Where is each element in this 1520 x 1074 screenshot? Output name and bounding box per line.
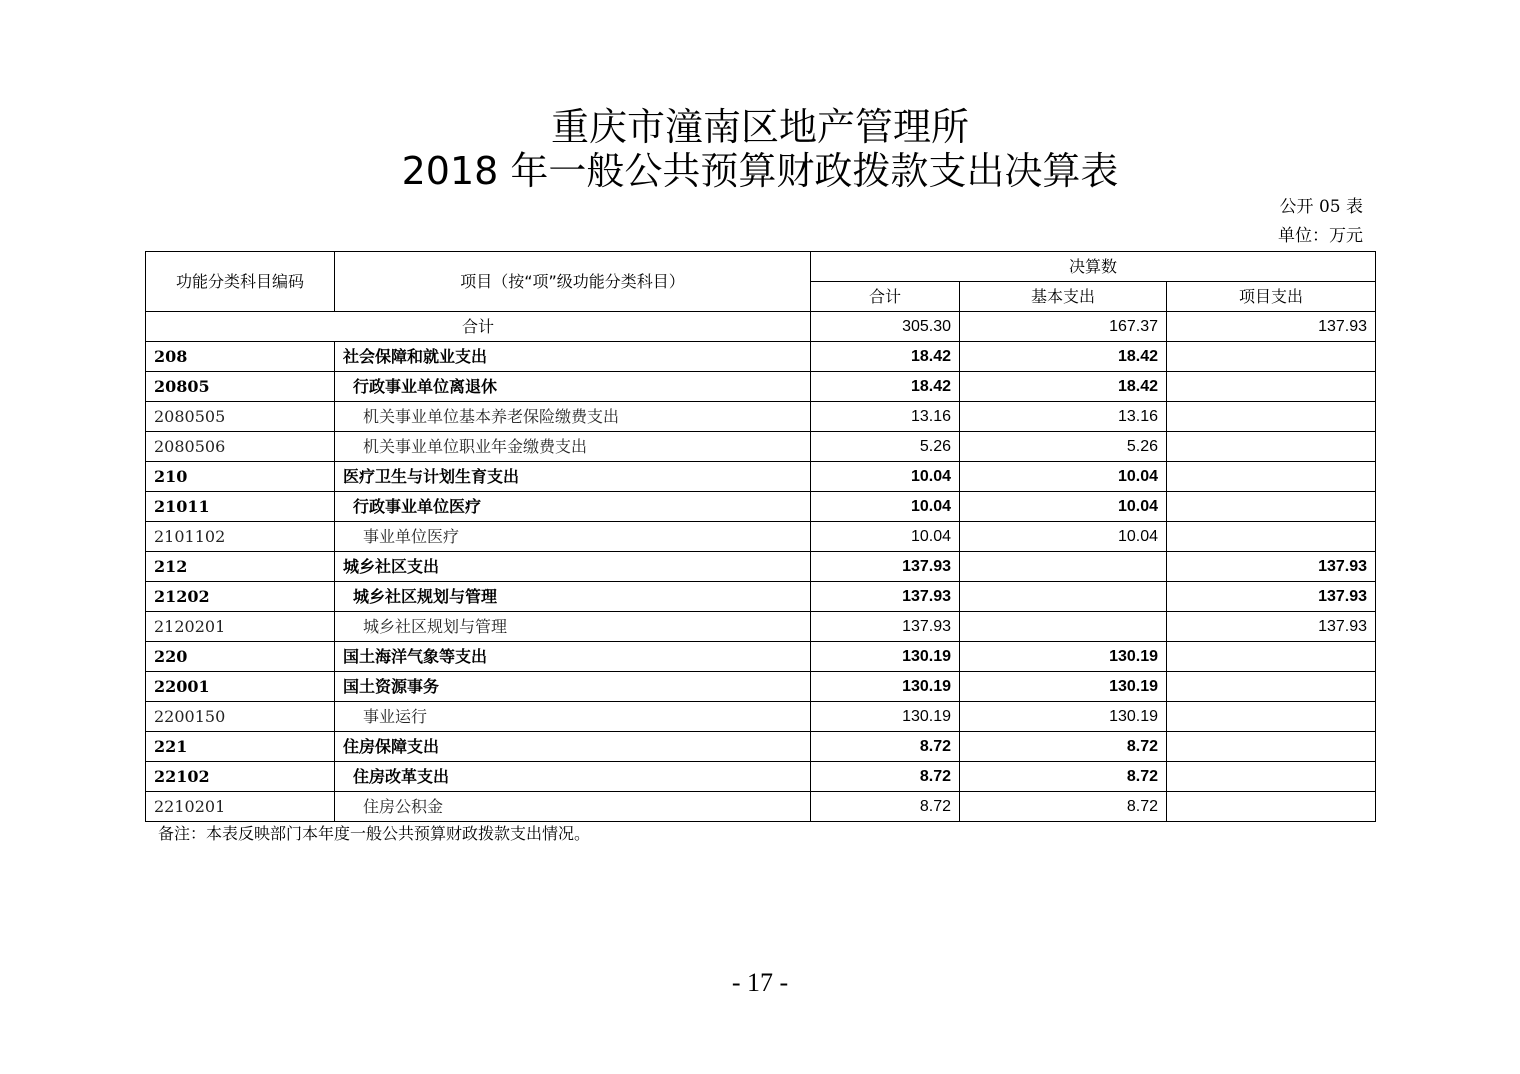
header-name: 项目（按“项”级功能分类科目） bbox=[335, 252, 811, 312]
row-code: 2200150 bbox=[146, 702, 335, 732]
table-row bbox=[146, 342, 1376, 372]
row-project bbox=[1167, 762, 1376, 792]
row-name: 行政事业单位医疗 bbox=[335, 492, 811, 522]
row-project: 137.93 bbox=[1167, 612, 1376, 642]
row-name: 住房公积金 bbox=[335, 792, 811, 822]
row-basic: 5.26 bbox=[960, 432, 1167, 462]
row-total: 137.93 bbox=[811, 582, 960, 612]
row-basic: 130.19 bbox=[960, 702, 1167, 732]
table-row bbox=[146, 702, 1376, 732]
row-total: 8.72 bbox=[811, 762, 960, 792]
row-name: 国土海洋气象等支出 bbox=[335, 642, 811, 672]
table-row bbox=[146, 522, 1376, 552]
unit-label: 单位：万元 bbox=[1278, 226, 1363, 246]
row-total: 130.19 bbox=[811, 672, 960, 702]
header-basic: 基本支出 bbox=[960, 282, 1167, 312]
row-project bbox=[1167, 432, 1376, 462]
total-basic: 167.37 bbox=[960, 312, 1167, 342]
total-row bbox=[146, 312, 1376, 342]
row-total: 13.16 bbox=[811, 402, 960, 432]
row-code: 220 bbox=[146, 642, 335, 672]
row-project bbox=[1167, 342, 1376, 372]
table-row bbox=[146, 642, 1376, 672]
row-code: 2101102 bbox=[146, 522, 335, 552]
row-code: 20805 bbox=[146, 372, 335, 402]
row-name: 医疗卫生与计划生育支出 bbox=[335, 462, 811, 492]
row-total: 5.26 bbox=[811, 432, 960, 462]
row-project bbox=[1167, 402, 1376, 432]
row-project bbox=[1167, 732, 1376, 762]
row-basic: 10.04 bbox=[960, 522, 1167, 552]
table-row bbox=[146, 582, 1376, 612]
budget-table bbox=[145, 251, 1376, 822]
row-name: 住房保障支出 bbox=[335, 732, 811, 762]
row-project bbox=[1167, 372, 1376, 402]
row-project bbox=[1167, 642, 1376, 672]
row-total: 10.04 bbox=[811, 462, 960, 492]
row-name: 事业单位医疗 bbox=[335, 522, 811, 552]
row-code: 2120201 bbox=[146, 612, 335, 642]
row-total: 130.19 bbox=[811, 642, 960, 672]
table-row bbox=[146, 672, 1376, 702]
row-code: 2080505 bbox=[146, 402, 335, 432]
row-total: 8.72 bbox=[811, 732, 960, 762]
row-basic: 18.42 bbox=[960, 372, 1167, 402]
row-total: 10.04 bbox=[811, 492, 960, 522]
header-code: 功能分类科目编码 bbox=[146, 252, 335, 312]
row-code: 212 bbox=[146, 552, 335, 582]
row-name: 城乡社区规划与管理 bbox=[335, 612, 811, 642]
table-row bbox=[146, 612, 1376, 642]
page-number: - 17 - bbox=[731, 968, 789, 997]
row-project bbox=[1167, 492, 1376, 522]
row-code: 208 bbox=[146, 342, 335, 372]
header-project: 项目支出 bbox=[1167, 282, 1376, 312]
row-basic: 18.42 bbox=[960, 342, 1167, 372]
row-name: 国土资源事务 bbox=[335, 672, 811, 702]
row-code: 2210201 bbox=[146, 792, 335, 822]
total-value: 305.30 bbox=[811, 312, 960, 342]
document-title: 重庆市潼南区地产管理所 bbox=[550, 105, 969, 149]
row-code: 22102 bbox=[146, 762, 335, 792]
row-basic: 8.72 bbox=[960, 792, 1167, 822]
table-row bbox=[146, 402, 1376, 432]
row-total: 8.72 bbox=[811, 792, 960, 822]
row-basic bbox=[960, 612, 1167, 642]
row-project bbox=[1167, 462, 1376, 492]
document-subtitle: 2018 年一般公共预算财政拨款支出决算表 bbox=[401, 149, 1119, 193]
footnote: 备注：本表反映部门本年度一般公共预算财政拨款支出情况。 bbox=[158, 824, 591, 843]
row-basic: 13.16 bbox=[960, 402, 1167, 432]
header-row bbox=[146, 252, 1376, 282]
form-number: 公开 05 表 bbox=[1279, 197, 1363, 217]
table-row bbox=[146, 792, 1376, 822]
total-project: 137.93 bbox=[1167, 312, 1376, 342]
table-row bbox=[146, 492, 1376, 522]
row-code: 2080506 bbox=[146, 432, 335, 462]
row-name: 事业运行 bbox=[335, 702, 811, 732]
total-label: 合计 bbox=[146, 312, 811, 342]
row-basic: 10.04 bbox=[960, 462, 1167, 492]
header-group: 决算数 bbox=[811, 252, 1376, 282]
row-name: 机关事业单位基本养老保险缴费支出 bbox=[335, 402, 811, 432]
table-row bbox=[146, 372, 1376, 402]
table-row bbox=[146, 552, 1376, 582]
table-row bbox=[146, 432, 1376, 462]
row-code: 22001 bbox=[146, 672, 335, 702]
row-project bbox=[1167, 522, 1376, 552]
row-code: 21202 bbox=[146, 582, 335, 612]
row-code: 221 bbox=[146, 732, 335, 762]
row-basic: 8.72 bbox=[960, 762, 1167, 792]
row-total: 130.19 bbox=[811, 702, 960, 732]
row-basic: 8.72 bbox=[960, 732, 1167, 762]
row-name: 城乡社区支出 bbox=[335, 552, 811, 582]
row-project bbox=[1167, 702, 1376, 732]
row-code: 21011 bbox=[146, 492, 335, 522]
row-name: 社会保障和就业支出 bbox=[335, 342, 811, 372]
row-basic: 130.19 bbox=[960, 672, 1167, 702]
row-name: 城乡社区规划与管理 bbox=[335, 582, 811, 612]
row-basic bbox=[960, 552, 1167, 582]
table-row bbox=[146, 762, 1376, 792]
row-project: 137.93 bbox=[1167, 552, 1376, 582]
table-row bbox=[146, 462, 1376, 492]
row-total: 18.42 bbox=[811, 372, 960, 402]
row-total: 10.04 bbox=[811, 522, 960, 552]
row-name: 机关事业单位职业年金缴费支出 bbox=[335, 432, 811, 462]
row-code: 210 bbox=[146, 462, 335, 492]
row-project bbox=[1167, 792, 1376, 822]
table-row bbox=[146, 732, 1376, 762]
row-basic: 10.04 bbox=[960, 492, 1167, 522]
row-name: 行政事业单位离退休 bbox=[335, 372, 811, 402]
row-basic bbox=[960, 582, 1167, 612]
row-total: 137.93 bbox=[811, 552, 960, 582]
header-total: 合计 bbox=[811, 282, 960, 312]
row-project: 137.93 bbox=[1167, 582, 1376, 612]
row-project bbox=[1167, 672, 1376, 702]
row-total: 18.42 bbox=[811, 342, 960, 372]
row-basic: 130.19 bbox=[960, 642, 1167, 672]
row-total: 137.93 bbox=[811, 612, 960, 642]
row-name: 住房改革支出 bbox=[335, 762, 811, 792]
